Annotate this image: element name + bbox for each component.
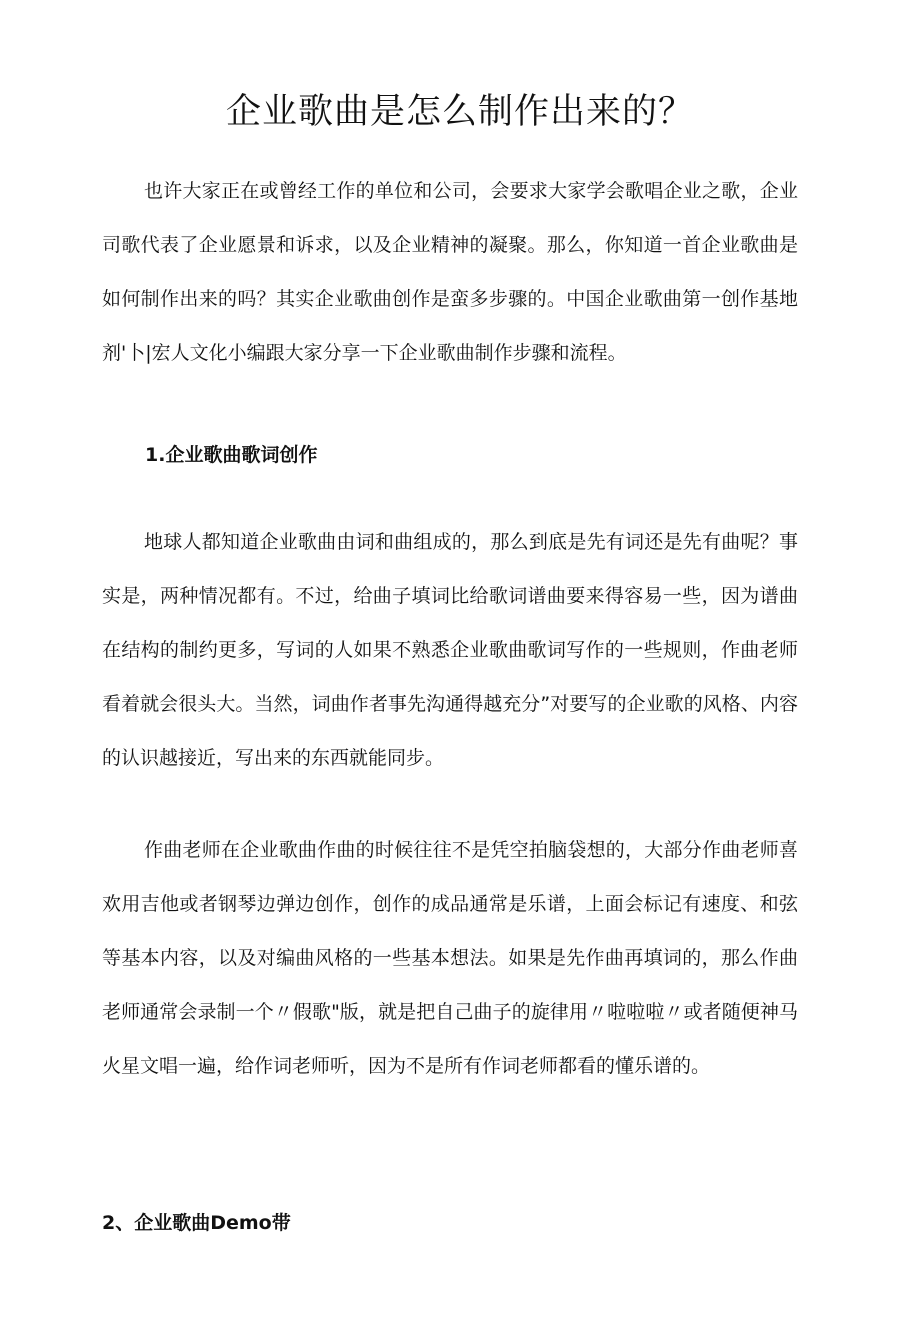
section-heading-demo: 2、企业歌曲Demo带 <box>102 1212 291 1234</box>
composition-paragraph: 作曲老师在企业歌曲作曲的时候往往不是凭空拍脑袋想的，大部分作曲老师喜欢用吉他或者钢琴边弹边创作，创作的成品通常是乐谱，上面会标记有速度、和弦等基本内容，以及对编曲风格的一些基本想法。如果是先作曲再填词的，那么作曲老师通常会录制一个〃假歌"版，就是把自己曲子的旋律用〃啦啦啦〃或者随便神马火星文唱一遍，给作词老师听，因为不是所有作词老师都看的懂乐谱的。 <box>102 839 798 1077</box>
lyrics-paragraph: 地球人都知道企业歌曲由词和曲组成的，那么到底是先有词还是先有曲呢？事实是，两种情况都有。不过，给曲子填词比给歌词谱曲要来得容易一些，因为谱曲在结构的制约更多，写词的人如果不熟悉企业歌曲歌词写作的一些规则，作曲老师看着就会很头大。当然，词曲作者事先沟通得越充分”对要写的企业歌的风格、内容的认识越接近，写出来的东西就能同步。 <box>102 531 798 769</box>
document-title: 企业歌曲是怎么制作出来的？ <box>225 92 694 132</box>
section-heading-lyrics: 1.企业歌曲歌词创作 <box>145 444 318 466</box>
intro-paragraph: 也许大家正在或曾经工作的单位和公司，会要求大家学会歌唱企业之歌，企业司歌代表了企业愿景和诉求，以及企业精神的凝聚。那么，你知道一首企业歌曲是如何制作出来的吗？其实企业歌曲创作是蛮多步骤的。中国企业歌曲第一创作基地剂'卜|宏人文化小编跟大家分享一下企业歌曲制作步骤和流程。 <box>102 180 798 364</box>
